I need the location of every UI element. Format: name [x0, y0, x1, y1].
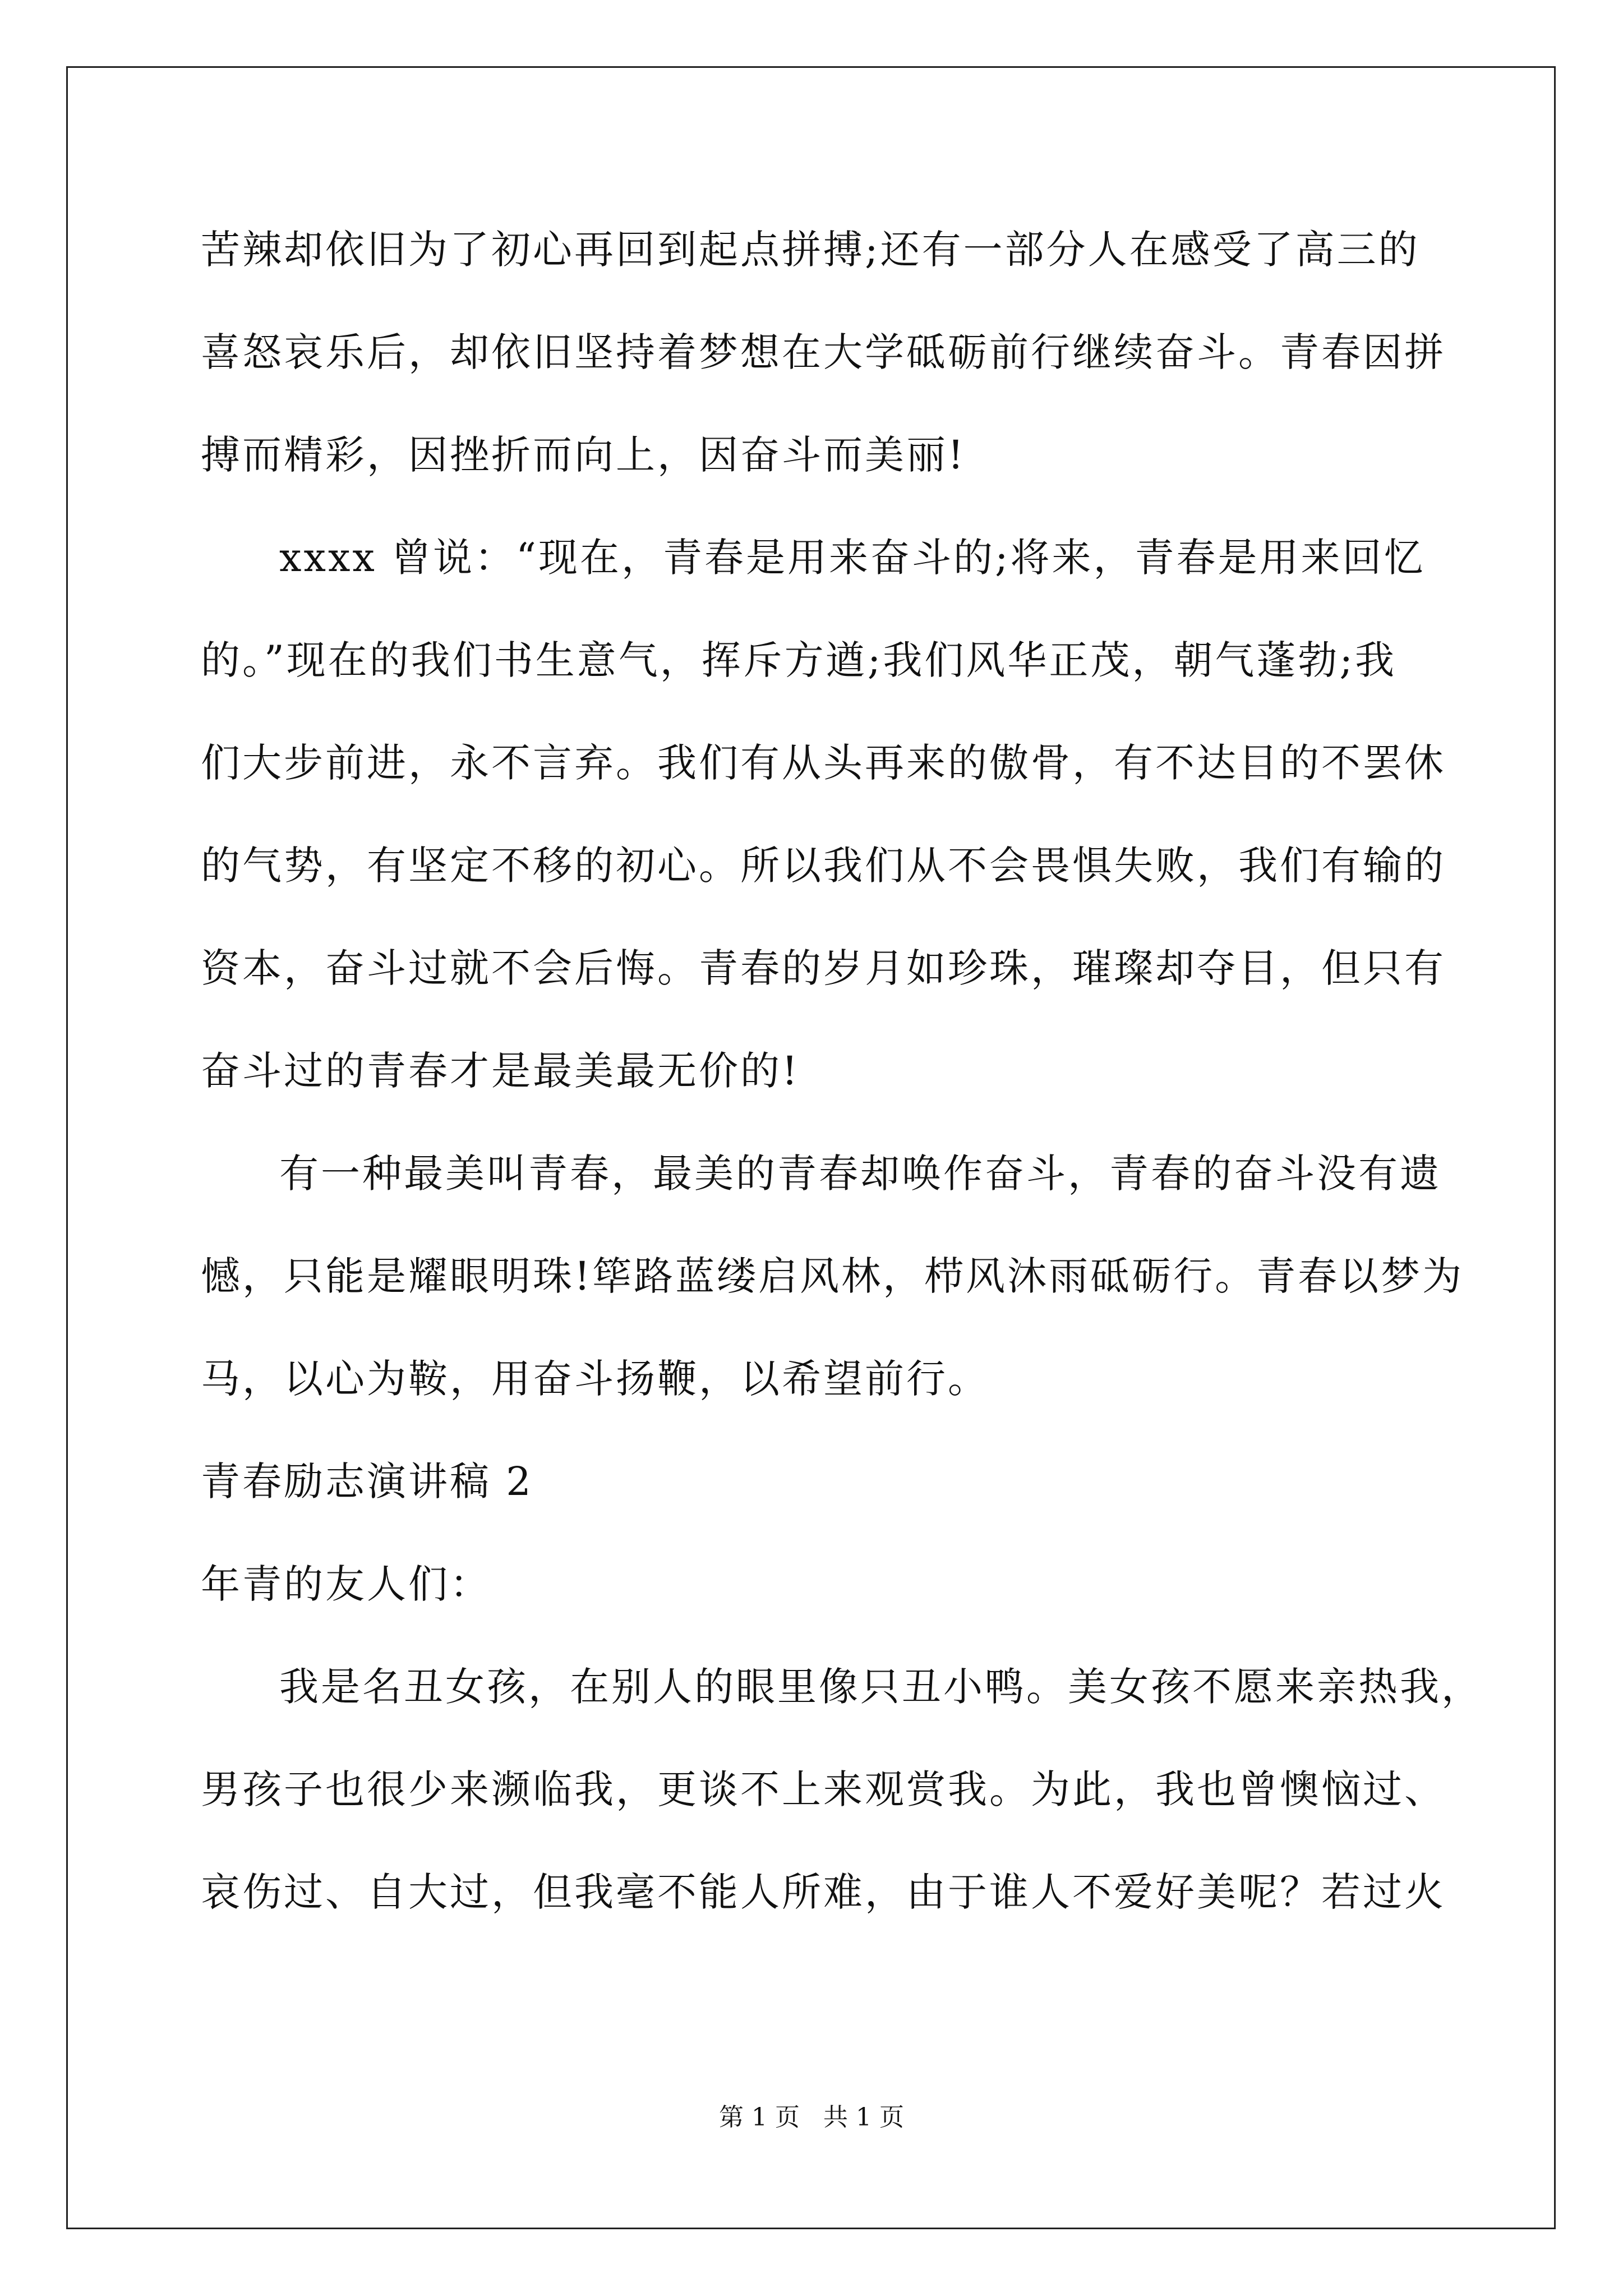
text-line: 哀伤过、自大过，但我毫不能人所难，由于谁人不爱好美呢？若过火 — [201, 1869, 1446, 1915]
text-line: 我是名丑女孩，在别人的眼里像只丑小鸭。美女孩不愿来亲热我， — [279, 1664, 1483, 1710]
text-line: 的。”现在的我们书生意气，挥斥方遒;我们风华正茂，朝气蓬勃;我 — [201, 637, 1396, 683]
text-line: 憾，只能是耀眼明珠!筚路蓝缕启风林，栉风沐雨砥砺行。青春以梦为 — [201, 1253, 1464, 1299]
page-footer: 第 1 页 共 1 页 — [719, 2103, 904, 2132]
text-line: 资本，奋斗过就不会后悔。青春的岁月如珍珠，璀璨却夺目，但只有 — [201, 945, 1446, 991]
text-line: 有一种最美叫青春，最美的青春却唤作奋斗，青春的奋斗没有遗 — [279, 1151, 1441, 1197]
text-line: 男孩子也很少来濒临我，更谈不上来观赏我。为此，我也曾懊恼过、 — [201, 1766, 1446, 1812]
text-line: 搏而精彩，因挫折而向上，因奋斗而美丽! — [201, 432, 966, 478]
text-line: xxxx 曾说：“现在，青春是用来奋斗的;将来，青春是用来回忆 — [279, 535, 1426, 581]
text-line: 马，以心为鞍，用奋斗扬鞭，以希望前行。 — [201, 1356, 989, 1402]
text-line: 喜怒哀乐后，却依旧坚持着梦想在大学砥砺前行继续奋斗。青春因拼 — [201, 329, 1446, 375]
text-line: 们大步前进，永不言弃。我们有从头再来的傲骨，有不达目的不罢休 — [201, 740, 1446, 786]
text-line: 苦辣却依旧为了初心再回到起点拼搏;还有一部分人在感受了高三的 — [201, 227, 1420, 273]
text-line: 的气势，有坚定不移的初心。所以我们从不会畏惧失败，我们有输的 — [201, 843, 1446, 889]
text-line: 奋斗过的青春才是最美最无价的! — [201, 1048, 800, 1094]
section-heading: 青春励志演讲稿 2 — [201, 1458, 533, 1504]
salutation: 年青的友人们： — [201, 1561, 491, 1607]
